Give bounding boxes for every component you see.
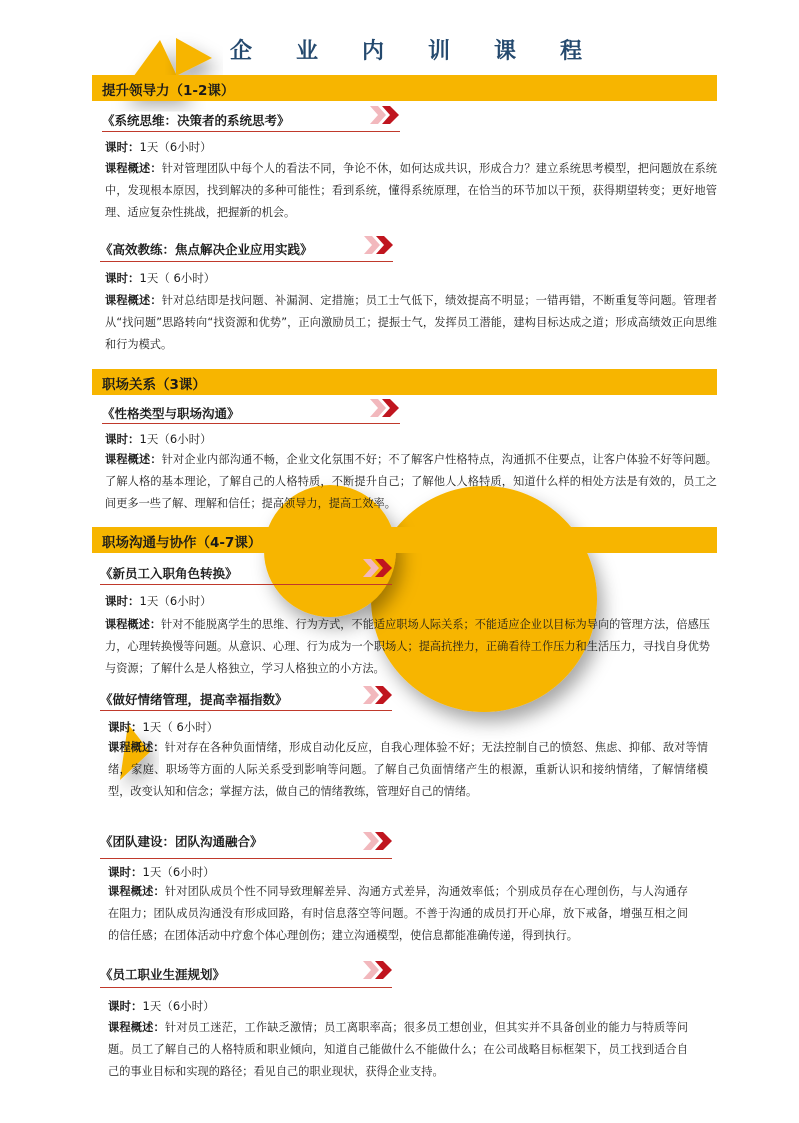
- hours-label: 课时：: [105, 432, 140, 446]
- section-band-relations: [92, 369, 717, 395]
- hours-label: 课时：: [108, 865, 143, 879]
- course-hours: [108, 998, 215, 1014]
- course-underline: [100, 987, 392, 988]
- hours-label: 课时：: [105, 271, 140, 285]
- course-hours: [105, 139, 212, 155]
- overview-label: 课程概述：: [108, 1021, 165, 1034]
- course-hours: [105, 431, 212, 447]
- hours-label: 课时：: [105, 594, 140, 608]
- description-text: 针对不能脱离学生的思维、行为方式，不能适应职场人际关系；不能适应企业以目标为导向的管理方法，倍感压力，心理转换慢等问题。从意识、心理、行为成为一个职场人；提高抗挫力，正确看待工作压力和生活压力，寻找自身优势与资源；了解什么是人格独立，学习人格独立的小方法。: [105, 618, 710, 675]
- section-heading: 提升领导力（1-2课）: [102, 83, 235, 99]
- hours-value: 1天（ 6小时）: [139, 271, 216, 285]
- course-description: [105, 614, 710, 680]
- course-hours: [105, 593, 212, 609]
- section-band-communication: [92, 527, 717, 553]
- course-title: 《做好情绪管理，提高幸福指数》: [100, 692, 288, 707]
- course-underline: [100, 710, 392, 711]
- hours-value: 1天（ 6小时）: [142, 720, 219, 734]
- description-text: 针对总结即是找问题、补漏洞、定措施；员工士气低下，绩效提高不明显；一错再错，不断重复等问题。管理者从“找问题”思路转向“找资源和优势”，正向激励员工；提振士气，发挥员工潜能，建构目标达成之道；形成高绩效正向思维和行为模式。: [105, 294, 717, 351]
- hours-value: 1天（6小时）: [139, 594, 212, 608]
- overview-label: 课程概述：: [105, 453, 162, 466]
- overview-label: 课程概述：: [105, 618, 162, 631]
- course-description: [108, 737, 708, 803]
- course-description: [105, 290, 717, 356]
- section-heading: 职场沟通与协作（4-7课）: [102, 535, 262, 551]
- course-underline: [102, 423, 400, 424]
- hours-value: 1天（6小时）: [142, 865, 215, 879]
- description-text: 针对员工迷茫，工作缺乏激情；员工离职率高；很多员工想创业，但其实并不具备创业的能力与特质等问题。员工了解自己的人格特质和职业倾向，知道自己能做什么不能做什么；在公司战略目标框架下，员工找到适合自己的事业目标和实现的路径；看见自己的职业现状，获得企业支持。: [108, 1021, 688, 1078]
- chevron-right-icon: [361, 830, 395, 852]
- course-underline: [100, 858, 392, 859]
- chevron-right-icon: [361, 684, 395, 706]
- course-description: [105, 158, 717, 224]
- course-underline: [100, 261, 393, 262]
- hours-value: 1天（6小时）: [139, 140, 212, 154]
- course-underline: [102, 131, 400, 132]
- description-text: 针对管理团队中每个人的看法不同，争论不休，如何达成共识，形成合力？建立系统思考模型，把问题放在系统中，发现根本原因，找到解决的多种可能性；看到系统，懂得系统原理，在恰当的环节加以干预，获得期望转变；更好地管理、适应复杂性挑战，把握新的机会。: [105, 162, 717, 219]
- hours-value: 1天（6小时）: [142, 999, 215, 1013]
- description-text: 针对存在各种负面情绪，形成自动化反应，自我心理体验不好；无法控制自己的愤怒、焦虑、抑郁、敌对等情绪，家庭、职场等方面的人际关系受到影响等问题。了解自己负面情绪产生的根源，重新认识和接纳情绪，了解情绪模型，改变认知和信念；掌握方法，做自己的情绪教练，管理好自己的情绪。: [108, 741, 708, 798]
- course-description: [108, 881, 688, 947]
- section-band-leadership: [92, 75, 717, 101]
- overview-label: 课程概述：: [108, 885, 165, 898]
- course-hours: [105, 270, 215, 286]
- course-description: [105, 449, 717, 515]
- section-heading: 职场关系（3课）: [102, 377, 206, 393]
- course-title: 《系统思维：决策者的系统思考》: [102, 113, 290, 128]
- title-block: [230, 34, 650, 65]
- hours-label: 课时：: [108, 720, 143, 734]
- page-title: 企业内训课程: [230, 39, 627, 64]
- overview-label: 课程概述：: [105, 162, 162, 175]
- course-title: 《团队建设：团队沟通融合》: [100, 834, 263, 849]
- triangle-shape: [176, 38, 212, 76]
- chevron-right-icon: [361, 557, 395, 579]
- course-description: [108, 1017, 688, 1083]
- course-underline: [100, 584, 392, 585]
- chevron-right-icon: [368, 104, 402, 126]
- course-hours: [108, 864, 215, 880]
- course-hours: [108, 719, 218, 735]
- description-text: 针对企业内部沟通不畅，企业文化氛围不好；不了解客户性格特点，沟通抓不住要点，让客户体验不好等问题。了解人格的基本理论，了解自己的人格特质，不断提升自己；了解他人人格特质，知道什么样的相处方法是有效的，员工之间更多一些了解、理解和信任；提高领导力，提高工效率。: [105, 453, 717, 510]
- hours-value: 1天（6小时）: [139, 432, 212, 446]
- course-title: 《高效教练：焦点解决企业应用实践》: [100, 242, 313, 257]
- overview-label: 课程概述：: [105, 294, 162, 307]
- chevron-right-icon: [368, 397, 402, 419]
- description-text: 针对团队成员个性不同导致理解差异、沟通方式差异，沟通效率低；个别成员存在心理创伤，与人沟通存在阻力；团队成员沟通没有形成回路，有时信息落空等问题。不善于沟通的成员打开心扉，放下戒备，增强互相之间的信任感；在团体活动中疗愈个体心理创伤；建立沟通模型，使信息都能准确传递，得到执行。: [108, 885, 688, 942]
- chevron-right-icon: [362, 234, 396, 256]
- overview-label: 课程概述：: [108, 741, 165, 754]
- course-title: 《员工职业生涯规划》: [100, 967, 226, 982]
- chevron-right-icon: [361, 959, 395, 981]
- course-title: 《新员工入职角色转换》: [100, 566, 238, 581]
- course-title: 《性格类型与职场沟通》: [102, 406, 240, 421]
- hours-label: 课时：: [108, 999, 143, 1013]
- hours-label: 课时：: [105, 140, 140, 154]
